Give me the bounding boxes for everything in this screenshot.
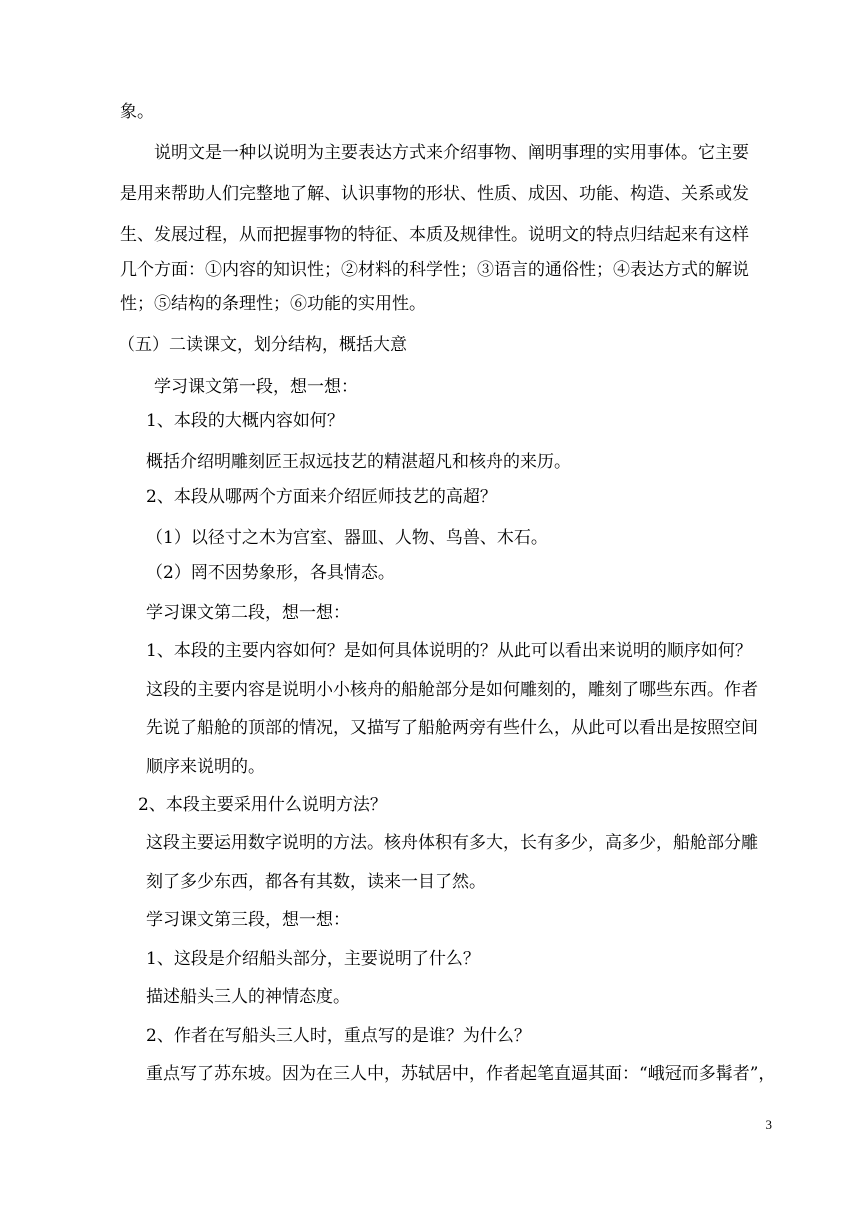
answer-line: 刻了多少东西，都各有其数，读来一目了然。 xyxy=(146,872,486,892)
question-line: 1、本段的大概内容如何？ xyxy=(146,411,344,431)
text-line: 性；⑤结构的条理性；⑥功能的实用性。 xyxy=(120,294,426,314)
question-line: 2、本段从哪两个方面来介绍匠师技艺的高超？ xyxy=(146,487,497,507)
answer-line: 这段的主要内容是说明小小核舟的船舱部分是如何雕刻的，雕刻了哪些东西。作者 xyxy=(146,680,758,700)
text-line: 生、发展过程，从而把握事物的特征、本质及规律性。说明文的特点归结起来有这样 xyxy=(120,225,749,245)
answer-line: 重点写了苏东坡。因为在三人中，苏轼居中，作者起笔直逼其面：“峨冠而多髯者”， xyxy=(146,1064,776,1084)
question-line: 2、本段主要采用什么说明方法？ xyxy=(138,795,387,815)
answer-line: 这段主要运用数字说明的方法。核舟体积有多大，长有多少，高多少，船舱部分雕 xyxy=(146,833,758,853)
section-heading: （五）二读课文，划分结构，概括大意 xyxy=(118,335,407,355)
answer-line: （1）以径寸之木为宫室、器皿、人物、鸟兽、木石。 xyxy=(146,528,548,548)
question-line: 2、作者在写船头三人时，重点写的是谁？为什么？ xyxy=(146,1026,531,1046)
text-line: 说明文是一种以说明为主要表达方式来介绍事物、阐明事理的实用事体。它主要 xyxy=(154,143,749,163)
answer-line: 概括介绍明雕刻匠王叔远技艺的精湛超凡和核舟的来历。 xyxy=(146,452,571,472)
text-line: 是用来帮助人们完整地了解、认识事物的形状、性质、成因、功能、构造、关系或发 xyxy=(120,184,749,204)
answer-line: 先说了船舱的顶部的情况，又描写了船舱两旁有些什么，从此可以看出是按照空间 xyxy=(146,718,758,738)
answer-line: （2）罔不因势象形，各具情态。 xyxy=(146,563,395,583)
text-line: 象。 xyxy=(120,102,154,122)
text-line: 几个方面：①内容的知识性；②材料的科学性；③语言的通俗性；④表达方式的解说 xyxy=(120,260,749,280)
text-line: 学习课文第一段，想一想： xyxy=(154,377,358,397)
question-line: 1、本段的主要内容如何？是如何具体说明的？从此可以看出来说明的顺序如何？ xyxy=(146,641,752,661)
answer-line: 顺序来说明的。 xyxy=(146,757,265,777)
text-line: 学习课文第二段，想一想： xyxy=(146,603,350,623)
answer-line: 描述船头三人的神情态度。 xyxy=(146,987,350,1007)
page-number: 3 xyxy=(765,1117,772,1132)
text-line: 学习课文第三段，想一想： xyxy=(146,910,350,930)
question-line: 1、这段是介绍船头部分，主要说明了什么？ xyxy=(146,949,480,969)
